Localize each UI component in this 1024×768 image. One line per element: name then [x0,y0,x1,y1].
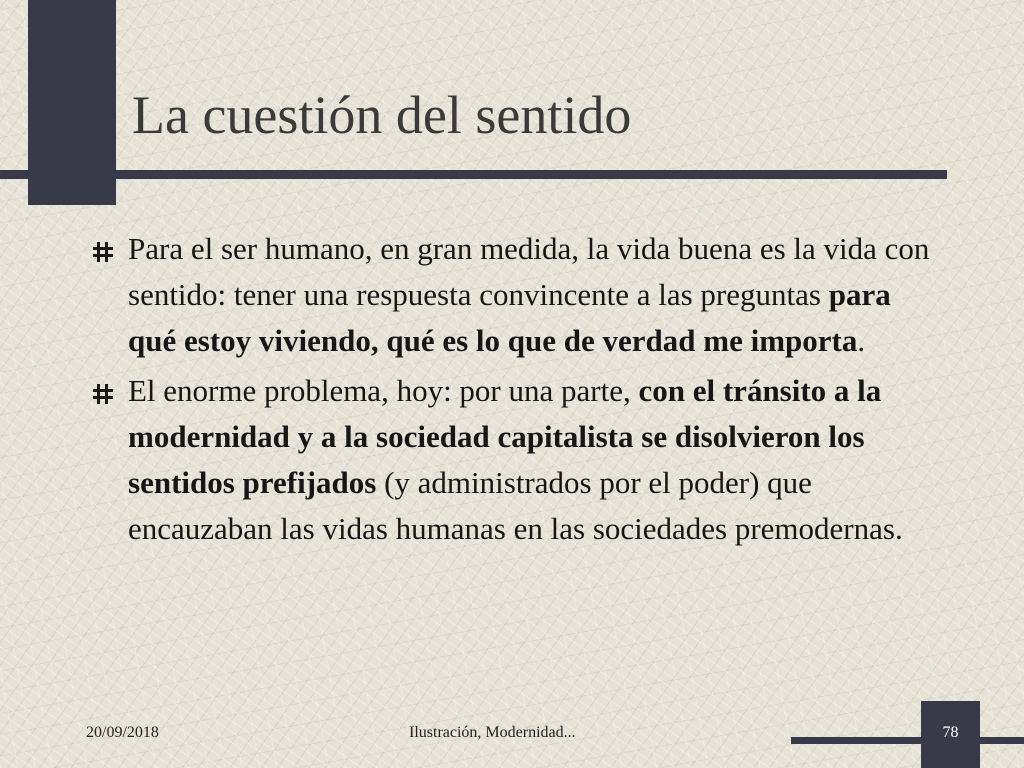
bullet-item-2 [86,368,946,552]
slide-content [86,226,946,556]
page-number: 78 [942,724,959,741]
bullet-item-1 [86,226,946,364]
footer-rule-right [980,737,1024,744]
hash-bullet-icon [92,241,114,263]
footer-title: Ilustración, Modernidad... [409,724,576,741]
bullet-1-bold-part: para qué estoy viviendo, qué es lo que de verdad me importa [128,277,891,358]
title-rule [0,170,947,179]
bullet-1-text-part: Para el ser humano, en gran medida, la vida buena es la vida con sentido: tener una respuesta convincente a las preguntas [128,231,930,312]
bullet-2-bold-part: con el tránsito a la modernidad y a la sociedad capitalista se disolvieron los sentidos prefijados [128,373,882,500]
bullet-text-1 [128,231,929,358]
slide-title: La cuestión del sentido [132,85,632,145]
bullet-text-2 [128,373,903,546]
hash-bullet-icon [92,383,114,405]
footer-date: 20/09/2018 [86,724,159,741]
footer-rule-left [791,737,921,744]
bullet-1-text-part: . [857,323,866,358]
bullet-2-text-part: (y administrados por el poder) que encauzaban las vidas humanas en las sociedades premodernas. [128,465,903,546]
bullet-2-text-part: El enorme problema, hoy: por una parte, [128,373,639,408]
